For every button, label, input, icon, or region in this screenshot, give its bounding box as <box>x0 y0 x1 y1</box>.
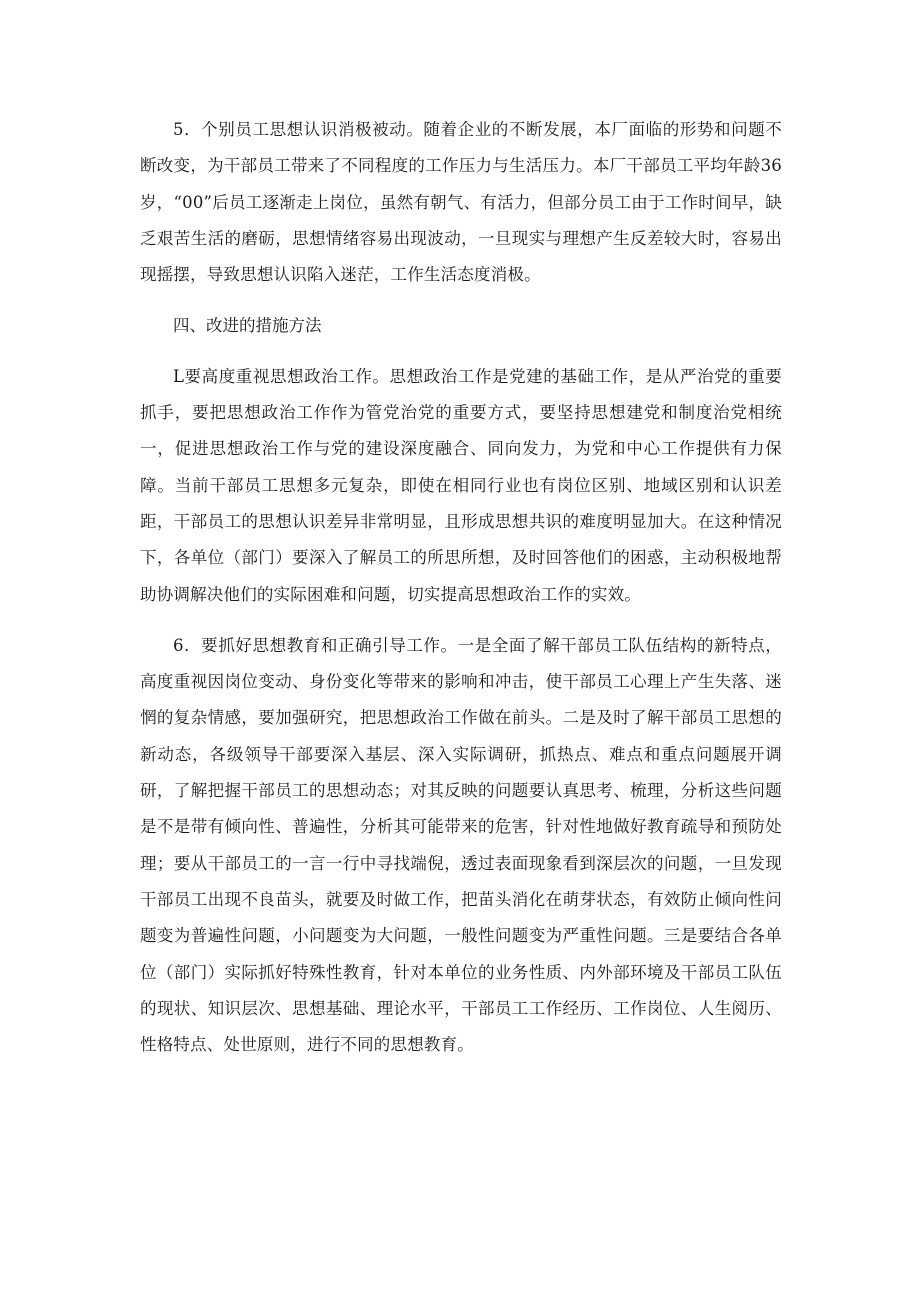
spacer <box>140 293 782 308</box>
section-heading-improvement-measures: 四、改进的措施方法 <box>173 316 322 336</box>
paragraph-5-passive-thinking: 5．个别员工思想认识消极被动。随着企业的不断发展，本厂面临的形势和问题不断改变，为干部员工带来了不同程度的工作压力与生活压力。本厂干部员工平均年龄36岁，“00”后员工逐渐走上岗位，虽然有朝气、有活力，但部分员工由于工作时间早，缺乏艰苦生活的磨砺，思想情绪容易出现波动，一旦现实与理想产生反差较大时，容易出现摇摆，导致思想认识陷入迷茫，工作生活态度消极。 <box>140 120 782 285</box>
spacer <box>140 613 782 628</box>
document-page <box>140 112 782 1063</box>
paragraph-6-education-guidance: 6．要抓好思想教育和正确引导工作。一是全面了解干部员工队伍结构的新特点，高度重视因岗位变动、身份变化等带来的影响和冲击，使干部员工心理上产生失落、迷惘的复杂情感，要加强研究，把思想政治工作做在前头。二是及时了解干部员工思想的新动态，各级领导干部要深入基层、深入实际调研，抓热点、难点和重点问题展开调研，了解把握干部员工的思想动态；对其反映的问题要认真思考、梳理，分析这些问题是不是带有倾向性、普遍性，分析其可能带来的危害，针对性地做好教育疏导和预防处理；要从干部员工的一言一行中寻找端倪，透过表面现象看到深层次的问题，一旦发现干部员工出现不良苗头，就要及时做工作，把苗头消化在萌芽状态，有效防止倾向性问题变为普遍性问题，小问题变为大问题，一般性问题变为严重性问题。三是要结合各单位（部门）实际抓好特殊性教育，针对本单位的业务性质、内外部环境及干部员工队伍的现状、知识层次、思想基础、理论水平，干部员工工作经历、工作岗位、人生阅历、性格特点、处世原则，进行不同的思想教育。 <box>140 635 782 1055</box>
paragraph-1-political-work: L要高度重视思想政治工作。思想政治工作是党建的基础工作，是从严治党的重要抓手，要把思想政治工作作为管党治党的重要方式，要坚持思想建党和制度治党相统一，促进思想政治工作与党的建设深度融合、同向发力，为党和中心工作提供有力保障。当前干部员工思想多元复杂，即使在相同行业也有岗位区别、地域区别和认识差距，干部员工的思想认识差异非常明显，且形成思想共识的难度明显加大。在这种情况下，各单位（部门）要深入了解员工的所思所想，及时回答他们的困惑，主动积极地帮助协调解决他们的实际困难和问题，切实提高思想政治工作的实效。 <box>140 366 782 604</box>
spacer <box>140 345 782 359</box>
